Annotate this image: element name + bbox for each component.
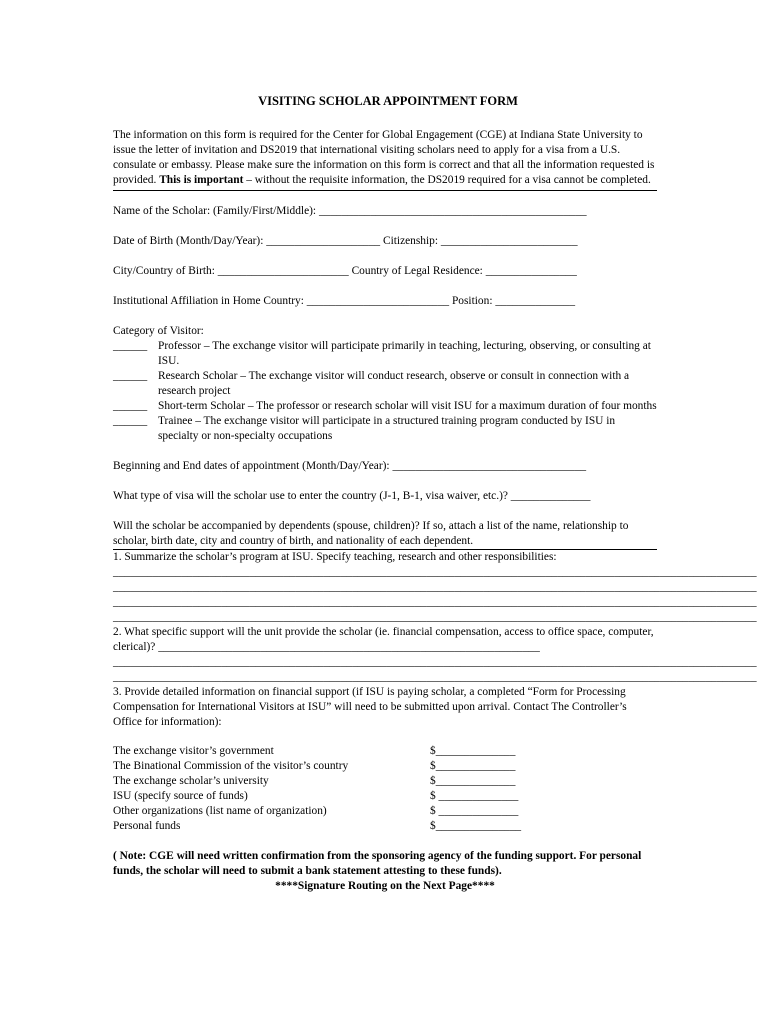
funding-row (113, 759, 657, 774)
category-title: Category of Visitor: (113, 325, 204, 337)
funding-row (113, 819, 657, 834)
funding-label: The Binational Commission of the visitor’s country (113, 760, 349, 772)
funding-row (113, 744, 657, 759)
funding-label: Other organizations (list name of organization) (113, 805, 327, 817)
dob-citizenship-field[interactable]: Date of Birth (Month/Day/Year): ____________________ Citizenship: ________________________ (113, 235, 578, 247)
funding-row (113, 804, 657, 819)
intro-text-end: – without the requisite information, the DS2019 required for a visa cannot be completed. (243, 174, 651, 186)
category-item (113, 414, 657, 444)
funding-row (113, 774, 657, 789)
funding-label: Personal funds (113, 820, 181, 832)
funding-amount[interactable]: $______________ (430, 775, 516, 787)
funding-amount[interactable]: $_______________ (430, 820, 522, 832)
category-blank[interactable]: ______ (113, 415, 148, 427)
category-text: Research Scholar – The exchange visitor will conduct research, observe or consult in connection with a research project (158, 370, 630, 397)
scholar-name-field[interactable]: Name of the Scholar: (Family/First/Middle): _______________________________________________ (113, 205, 587, 217)
funding-list (113, 744, 657, 834)
appointment-dates-field[interactable]: Beginning and End dates of appointment (Month/Day/Year): __________________________________ (113, 460, 587, 472)
funding-amount[interactable]: $ ______________ (430, 790, 519, 802)
q1-answer-line[interactable]: _________________________________________________________________________________________________________________ (113, 566, 757, 578)
funding-label: The exchange visitor’s government (113, 745, 274, 757)
form-title: VISITING SCHOLAR APPOINTMENT FORM (258, 94, 518, 108)
q1-answer-line[interactable]: _________________________________________________________________________________________________________________ (113, 596, 757, 608)
funding-amount[interactable]: $______________ (430, 745, 516, 757)
funding-amount[interactable]: $______________ (430, 760, 516, 772)
category-item (113, 399, 657, 414)
intro-important: This is important (159, 174, 244, 186)
funding-label: ISU (specify source of funds) (113, 790, 248, 802)
dependents-question: Will the scholar be accompanied by dependents (spouse, children)? If so, attach a list of the name, relationship to scholar, birth date, city and country of birth, and nationality of each dependent. (113, 520, 629, 547)
q2-answer-line[interactable]: _________________________________________________________________________________________________________________ (113, 656, 757, 668)
affiliation-position-field[interactable]: Institutional Affiliation in Home Country: _________________________ Position: ______________ (113, 295, 576, 307)
q3-prompt: 3. Provide detailed information on financial support (if ISU is paying scholar, a completed “Form for Processing Compensation for International Visitors at ISU” will need to be submitted upon arrival. Contact The Controller’s Office for information): (113, 686, 627, 728)
funding-note: ( Note: CGE will need written confirmation from the sponsoring agency of the funding support. For personal funds, the scholar will need to submit a bank statement attesting to these funds). (113, 850, 642, 877)
q1-prompt: 1. Summarize the scholar’s program at ISU. Specify teaching, research and other responsibilities: (113, 551, 557, 563)
divider (113, 190, 657, 191)
funding-row (113, 789, 657, 804)
q2-prompt: 2. What specific support will the unit provide the scholar (ie. financial compensation, access to office space, computer, clerical)? ___________________________________________________________________ (113, 626, 654, 653)
category-text: Professor – The exchange visitor will participate primarily in teaching, lecturing, observing, or consulting at ISU. (158, 340, 651, 367)
funding-label: The exchange scholar’s university (113, 775, 269, 787)
q1-answer-line[interactable]: _________________________________________________________________________________________________________________ (113, 581, 757, 593)
signature-routing-notice: ****Signature Routing on the Next Page**** (275, 880, 495, 892)
category-text: Trainee – The exchange visitor will participate in a structured training program conducted by ISU in specialty or non-specialty occupations (158, 415, 616, 442)
category-blank[interactable]: ______ (113, 340, 148, 352)
intro-paragraph (113, 128, 657, 188)
birth-residence-field[interactable]: City/Country of Birth: _______________________ Country of Legal Residence: ________________ (113, 265, 577, 277)
category-blank[interactable]: ______ (113, 400, 148, 412)
category-blank[interactable]: ______ (113, 370, 148, 382)
q1-answer-line[interactable]: _________________________________________________________________________________________________________________ (113, 611, 757, 623)
form-page (113, 94, 757, 894)
visa-type-field[interactable]: What type of visa will the scholar use to enter the country (J-1, B-1, visa waiver, etc.)? ______________ (113, 490, 591, 502)
category-item (113, 369, 657, 399)
q2-answer-line[interactable]: _________________________________________________________________________________________________________________ (113, 671, 757, 683)
intro-text: The information on this form is required for the Center for Global Engagement (CGE) at Indiana State University to issue the letter of invitation and DS2019 that international visiting scholars need to apply for a visa from a U.S. consulate or embassy. Please make sure the information on this form is correct and that all the information requested is provided. (113, 129, 655, 186)
funding-amount[interactable]: $ ______________ (430, 805, 519, 817)
category-text: Short-term Scholar – The professor or research scholar will visit ISU for a maximum duration of four months (158, 400, 657, 412)
category-item (113, 339, 657, 369)
